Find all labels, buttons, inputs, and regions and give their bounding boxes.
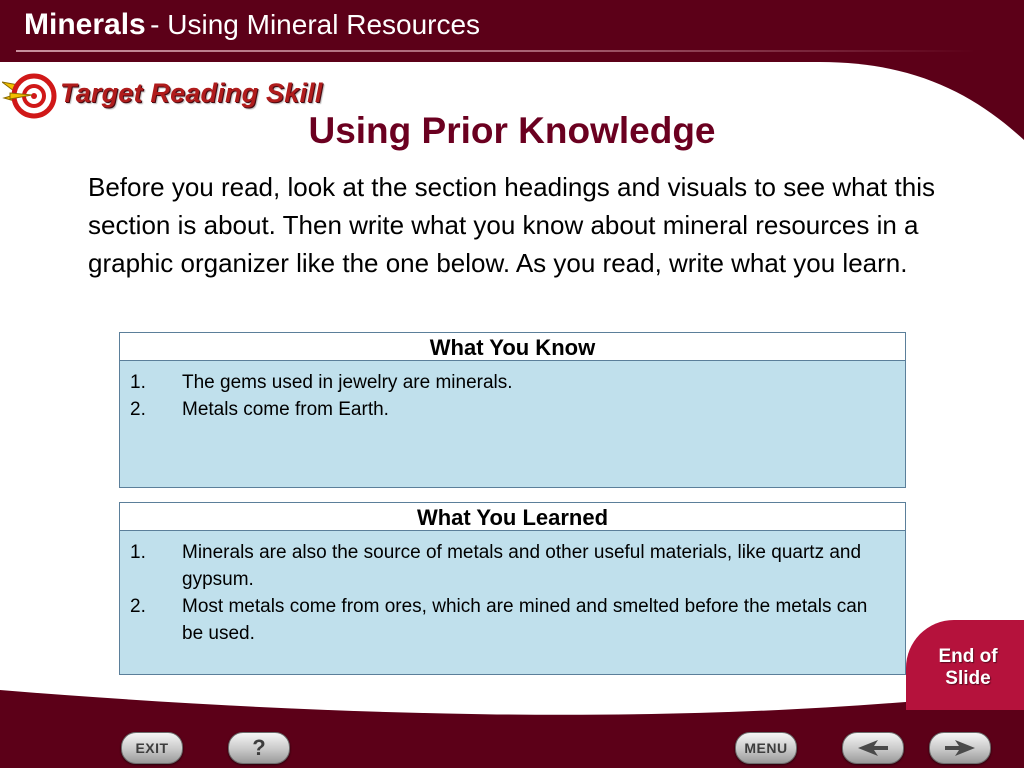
exit-button[interactable]: [121, 732, 183, 764]
slide-header: [24, 8, 480, 48]
list-item: [130, 369, 889, 396]
item-number: 1.: [130, 542, 146, 563]
organizer-list: [120, 531, 905, 647]
item-text: Minerals are also the source of metals and other useful materials, like quartz and gypsum.: [182, 542, 862, 590]
page-title: Using Prior Knowledge: [308, 110, 716, 151]
what-you-learned-organizer: [119, 502, 906, 675]
next-button[interactable]: [929, 732, 991, 764]
header-divider: [16, 50, 976, 52]
menu-label: MENU: [744, 740, 788, 756]
organizer-heading: What You Know: [120, 333, 905, 361]
end-of-slide-badge: [906, 620, 1024, 710]
app-title: Minerals: [24, 8, 146, 41]
what-you-know-organizer: [119, 332, 906, 488]
list-item: [130, 593, 889, 647]
item-number: 2.: [130, 596, 146, 617]
item-number: 2.: [130, 399, 146, 420]
end-slide-line1: End of: [938, 646, 998, 667]
back-button[interactable]: [842, 732, 904, 764]
intro-paragraph: Before you read, look at the section headings and visuals to see what this section is about. Then write what you know about mineral resources in a graphic organizer like the one below. As you read, write what you learn.: [88, 172, 935, 278]
item-text: The gems used in jewelry are minerals.: [182, 372, 513, 393]
item-text: Metals come from Earth.: [182, 399, 389, 420]
organizer-heading: What You Learned: [120, 503, 905, 531]
help-label: ?: [252, 735, 266, 760]
item-number: 1.: [130, 372, 146, 393]
organizer-list: [120, 361, 905, 423]
exit-label: EXIT: [135, 740, 169, 756]
help-button[interactable]: [228, 732, 290, 764]
arrow-right-icon: [943, 739, 977, 757]
section-label: Target Reading Skill: [60, 78, 323, 108]
list-item: [130, 539, 889, 593]
arrow-left-icon: [856, 739, 890, 757]
list-item: [130, 396, 889, 423]
slide-subtitle: - Using Mineral Resources: [150, 9, 481, 40]
item-text: Most metals come from ores, which are mined and smelted before the metals can be used.: [182, 596, 868, 644]
menu-button[interactable]: [735, 732, 797, 764]
end-slide-line2: Slide: [945, 668, 991, 689]
